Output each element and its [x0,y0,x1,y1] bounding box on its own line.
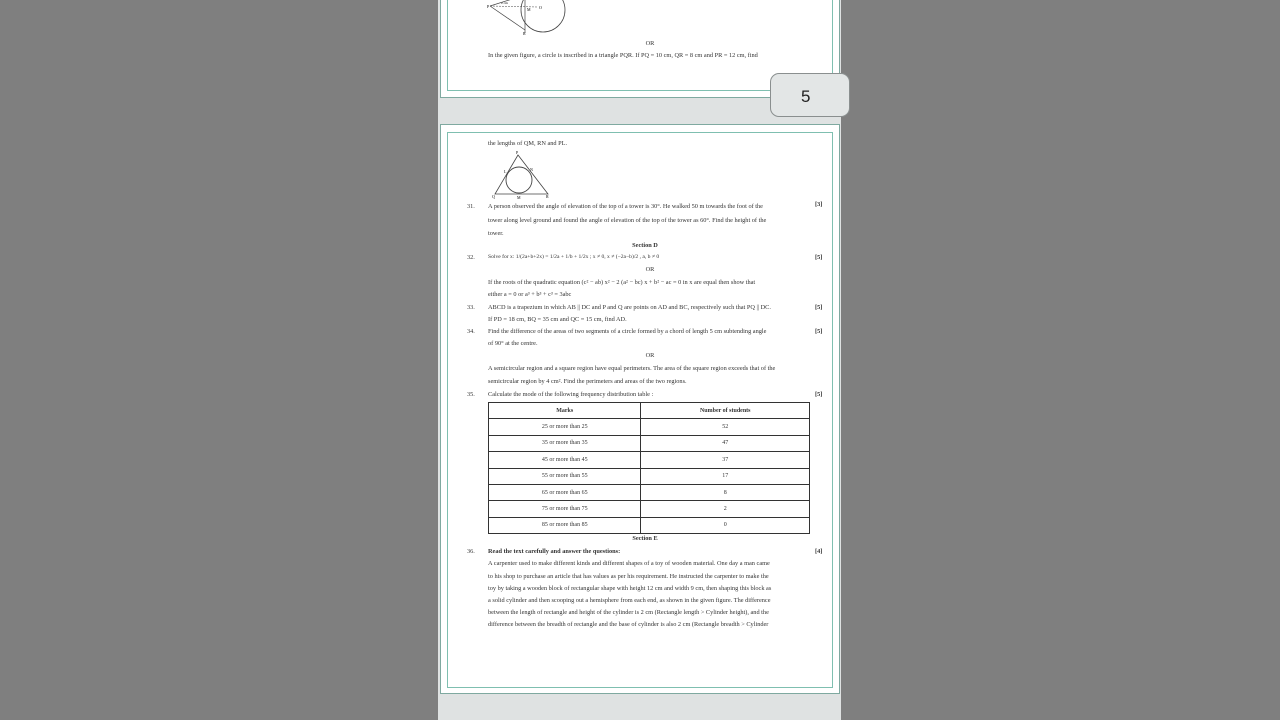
cell-count: 52 [641,419,810,435]
cell-count: 2 [641,501,810,517]
q31-number: 31. [467,203,475,210]
table-row [489,419,810,435]
q30-continuation: the lengths of QM, RN and PL. [488,140,568,147]
cell-marks: 85 or more than 85 [489,517,641,533]
cell-count: 47 [641,435,810,451]
section-e-heading: Section E [632,535,658,542]
section-d-heading: Section D [632,242,658,249]
fig-label-m: M [527,7,531,12]
label-l: L [504,169,507,174]
inscribed-circle-figure [490,150,555,200]
frequency-table [488,402,810,534]
q33-number: 33. [467,304,475,311]
q36-line: a solid cylinder and then scooping out a hemisphere from each end, as shown in the given figure. The difference [488,597,771,604]
q30-or-text: In the given figure, a circle is inscribed in a triangle PQR. If PQ = 10 cm, QR = 8 cm and PR = 12 cm, find [488,52,758,59]
cell-count: 37 [641,452,810,468]
fig-label-o: O [539,5,542,10]
cell-marks: 25 or more than 25 [489,419,641,435]
q35-number: 35. [467,391,475,398]
label-q: Q [492,194,495,199]
q33-marks: [5] [815,304,823,311]
q36-line: to his shop to purchase an article that has values as per his requirement. He instructed the carpenter to make the [488,573,769,580]
q36-line: difference between the breadth of rectangle and the base of cylinder is also 2 cm (Rectangle breadth > Cylinder [488,621,769,628]
q36-marks: [4] [815,548,823,555]
q31-marks: [3] [815,201,823,208]
fig-label-len: 2 cm [501,1,508,5]
q33-line: ABCD is a trapezium in which AB || DC and P and Q are points on AD and BC, respectively such that PQ || DC. [488,304,771,311]
q34-line: of 90° at the centre. [488,340,538,347]
table-row [489,435,810,451]
q35-text: Calculate the mode of the following frequency distribution table : [488,391,654,398]
cell-marks: 55 or more than 55 [489,468,641,484]
cell-count: 0 [641,517,810,533]
q32-equation: Solve for x: 1/(2a+b+2x) = 1/2a + 1/b + 1/2x ; x ≠ 0, x ≠ (−2a−b)/2 , a, b ≠ 0 [488,254,660,260]
q33-line: If PD = 18 cm, BQ = 35 cm and QC = 15 cm, find AD. [488,316,627,323]
header-marks: Marks [489,403,641,419]
q34-number: 34. [467,328,475,335]
label-p: P [516,150,519,155]
table-row [489,517,810,533]
q31-line: tower. [488,230,504,237]
table-row [489,452,810,468]
q34-alt-line: A semicircular region and a square region have equal perimeters. The area of the square region exceeds that of the [488,365,776,372]
table-row [489,468,810,484]
q35-marks: [5] [815,391,823,398]
label-n: N [530,167,533,172]
cell-marks: 45 or more than 45 [489,452,641,468]
q31-line: tower along level ground and found the angle of elevation of the top of the tower as 60°. Find the height of the [488,217,767,224]
fig-label-r: R [523,31,526,36]
cell-count: 8 [641,484,810,500]
header-students: Number of students [641,403,810,419]
q36-line: toy by taking a wooden block of rectangular shape with height 12 cm and width 9 cm, then shaping this block as [488,585,772,592]
q31-line: A person observed the angle of elevation of the top of a tower is 30°. He walked 50 m towards the foot of the [488,203,763,210]
cell-marks: 65 or more than 65 [489,484,641,500]
q32-marks: [5] [815,254,823,261]
or-text: OR [645,266,655,273]
q34-marks: [5] [815,328,823,335]
q32-alt-line: If the roots of the quadratic equation (c² − ab) x² − 2 (a² − bc) x + b² − ac = 0 in x are equal then show that [488,279,756,286]
label-r: R [546,194,549,199]
tangent-figure [485,0,575,36]
q34-line: Find the difference of the areas of two segments of a circle formed by a chord of length 5 cm subtending angle [488,328,767,335]
cell-marks: 75 or more than 75 [489,501,641,517]
page-number-indicator: 5 [770,73,850,117]
q34-alt-line: semicircular region by 4 cm². Find the perimeters and areas of the two regions. [488,378,687,385]
cell-count: 17 [641,468,810,484]
label-m: M [517,195,521,200]
or-text: OR [645,40,655,47]
q36-line: A carpenter used to make different kinds and different shapes of a toy of wooden material. One day a man came [488,560,770,567]
q36-heading: Read the text carefully and answer the questions: [488,548,621,555]
q32-number: 32. [467,254,475,261]
cell-marks: 35 or more than 35 [489,435,641,451]
table-row [489,484,810,500]
or-text: OR [645,352,655,359]
table-row [489,501,810,517]
q32-alt-line: either a = 0 or a³ + b³ + c³ = 3abc [488,291,572,298]
fig-label-p: P [487,4,490,9]
q36-number: 36. [467,548,475,555]
q36-line: between the length of rectangle and height of the cylinder is 2 cm (Rectangle length > Cylinder height), and the [488,609,769,616]
